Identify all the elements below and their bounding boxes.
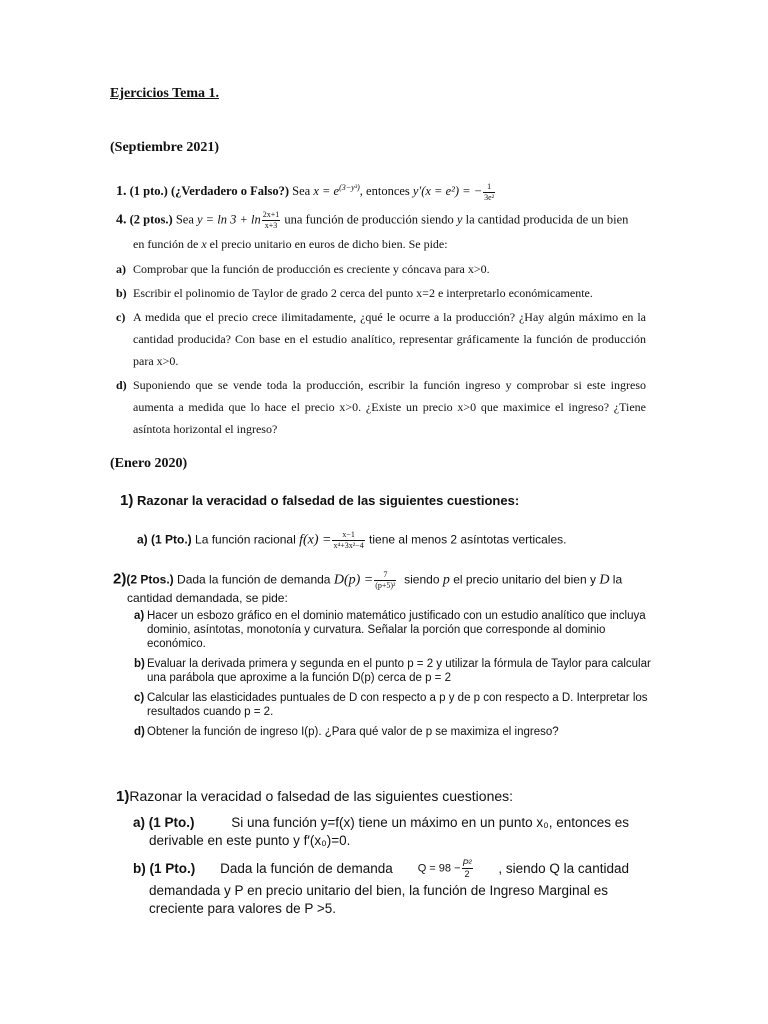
section-heading-sep2021: (Septiembre 2021): [110, 140, 219, 155]
list-item: [134, 691, 652, 719]
item-text: creciente para valores de P >5.: [149, 901, 336, 916]
question-heading: Razonar la veracidad o falsedad de las siguientes cuestiones:: [136, 493, 520, 508]
fraction-denominator: x⁴+3x²−4: [333, 541, 364, 550]
item-label: a): [133, 815, 146, 830]
list-item: [116, 374, 646, 440]
question-heading: Razonar la veracidad o falsedad de las siguientes cuestiones:: [129, 788, 514, 804]
text: Sea: [292, 184, 311, 199]
fraction-numerator: x−1: [332, 530, 364, 541]
text: el precio unitario en euros de dicho bien. Se pide:: [209, 237, 448, 251]
item-label: a): [134, 610, 145, 622]
item-text: Comprobar que la función de producción es creciente y cóncava para x>0.: [133, 262, 490, 276]
text: la: [612, 572, 623, 587]
question-number: 1): [120, 492, 134, 509]
text: la cantidad producida de un bien: [465, 212, 629, 227]
fraction: [262, 210, 281, 231]
item-text: Suponiendo que se vende toda la producción, escribir la función ingreso y comprobar si este ingreso aumenta a medida que lo hace el precio x>0. ¿Existe un precio x>0 que maximice el ingreso? ¿Tiene asíntota horizontal el ingreso?: [133, 378, 646, 436]
list-item: [134, 725, 652, 739]
page-title: Ejercicios Tema 1.: [110, 86, 220, 101]
fraction: [332, 530, 364, 551]
item-a-line1: [133, 814, 629, 832]
text: , entonces: [359, 184, 410, 199]
fraction-denominator: 2: [464, 869, 470, 879]
equation: D(p) =: [333, 572, 374, 588]
ene2020-q2-line2: cantidad demandada, se pide:: [127, 591, 288, 605]
item-label: b): [134, 658, 145, 670]
question-1-sep2021: [116, 180, 496, 203]
fraction-numerator: 7: [374, 570, 396, 581]
item-label: c): [116, 310, 126, 324]
points-label: (1 Pto.): [151, 532, 192, 547]
ene2020-item-list: [134, 609, 652, 739]
true-false-tag: (¿Verdadero o Falso?): [170, 184, 290, 199]
item-text: Obtener la función de ingreso I(p). ¿Para qué valor de p se maximiza el ingreso?: [147, 726, 559, 738]
fraction: [483, 182, 495, 203]
section-heading-ene2020: (Enero 2020): [110, 456, 188, 471]
fraction-denominator: x+3: [264, 221, 278, 230]
equation: y′(x = e²) = −: [412, 184, 483, 199]
question-4-line2: [133, 236, 448, 252]
points-label: (1 Pto.): [148, 815, 195, 830]
ene2020-q1a: [137, 530, 566, 551]
points-label: (2 ptos.): [129, 212, 173, 227]
item-text: Hacer un esbozo gráfico en el dominio matemático justificado con un estudio analítico que incluya dominio, asíntotas, monotonía y curvatura. Señalar la porción que corresponde al dominio económico.: [147, 610, 646, 650]
list-item: [116, 258, 646, 280]
equation: x = e: [313, 184, 340, 199]
item-text: A medida que el precio crece ilimitadamente, ¿qué le ocurre a la producción? ¿Hay algún máximo en la cantidad producida? Con base en el estudio analítico, representar gráficamente la función de producción para x>0.: [133, 310, 646, 368]
question-4-sep2021: [116, 210, 628, 231]
text: Sea: [175, 212, 194, 227]
last-item-a: [133, 814, 629, 850]
last-q1-heading: [116, 788, 513, 805]
equation: y = ln 3 + ln: [197, 212, 261, 227]
item-text: demandada y P en precio unitario del bien, la función de Ingreso Marginal es: [149, 883, 609, 898]
item-label: b): [116, 286, 127, 300]
fraction-numerator: 2x+1: [262, 210, 280, 219]
fraction-numerator: P²: [462, 858, 472, 868]
text: en función de: [133, 237, 199, 251]
variable: p: [442, 572, 450, 588]
points-label: (2 Ptos.): [126, 572, 174, 587]
variable: y: [456, 212, 463, 227]
item-text: Dada la función de demanda: [220, 860, 393, 876]
fraction-numerator: 1: [483, 182, 495, 193]
item-text: Evaluar la derivada primera y segunda en el punto p = 2 y utilizar la fórmula de Taylor para calcular una parábola que aproxime a la función D(p) cerca de p = 2: [147, 658, 651, 684]
question-number: 1): [116, 788, 130, 805]
item-b-line1: [133, 858, 629, 879]
item-label: d): [134, 726, 145, 738]
fraction: [374, 570, 396, 591]
question-number: 1.: [116, 184, 127, 200]
list-item: [134, 609, 652, 651]
ene2020-q2: [113, 570, 622, 591]
item-text: , siendo Q la cantidad: [498, 860, 629, 876]
item-text: Calcular las elasticidades puntuales de D con respecto a p y de p con respecto a D. Interpretar los resultados cuando p = 2.: [147, 692, 648, 718]
variable: D: [599, 572, 610, 588]
fraction-denominator: (p+5)²: [375, 581, 396, 590]
item-text: Si una función y=f(x) tiene un máximo en un punto x₀, entonces es: [231, 815, 629, 830]
text: Dada la función de demanda: [177, 572, 331, 587]
item-label: c): [134, 692, 145, 704]
question-number: 4.: [116, 212, 127, 228]
text: el precio unitario del bien y: [453, 572, 596, 587]
equation: f(x) =: [299, 532, 332, 548]
points-label: (1 pto.): [129, 184, 168, 199]
fraction: [462, 858, 473, 879]
variable: x: [201, 237, 207, 251]
text: una función de producción siendo: [284, 212, 454, 227]
question-number: 2): [113, 570, 127, 588]
equation: Q = 98 −: [417, 862, 461, 875]
item-text: derivable en este punto y f′(x₀)=0.: [149, 833, 351, 848]
item-label: a): [137, 532, 148, 547]
sep2021-item-list: [116, 258, 646, 440]
last-item-b: [133, 858, 629, 918]
item-label: a): [116, 262, 126, 276]
item-label: b): [133, 860, 146, 876]
exponent: (3−y³): [339, 183, 360, 192]
fraction-denominator: 3e²: [484, 192, 495, 202]
text: siendo: [404, 572, 440, 587]
ene2020-q1-heading: [120, 492, 519, 509]
text: tiene al menos 2 asíntotas verticales.: [369, 532, 567, 547]
item-label: d): [116, 378, 127, 392]
list-item: [116, 306, 646, 372]
list-item: [116, 282, 646, 304]
list-item: [134, 657, 652, 685]
text: La función racional: [195, 532, 296, 547]
item-text: Escribir el polinomio de Taylor de grado 2 cerca del punto x=2 e interpretarlo económicamente.: [133, 286, 593, 300]
points-label: (1 Pto.): [149, 860, 196, 876]
